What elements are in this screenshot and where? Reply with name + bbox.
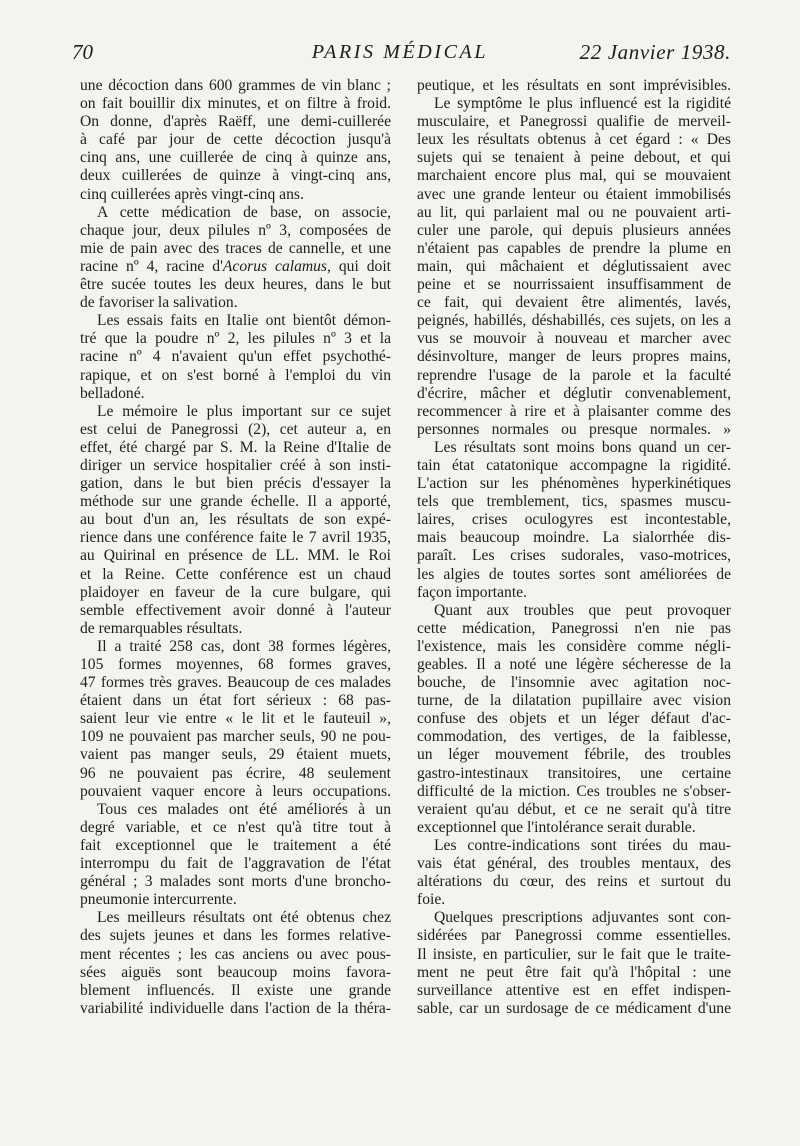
paragraph: [417, 837, 731, 909]
text-line: Le mémoire le plus important sur ce sujet: [97, 402, 391, 420]
text-line: paraît. Les crises sudorales, vaso-motrices,: [417, 547, 731, 565]
text-line: veraient qu'au début, et ce ne serait qu'à titre: [417, 800, 731, 818]
text-segment: racine nº 4, racine d': [80, 257, 223, 275]
text-line: altérations du cœur, des reins et surtout du: [417, 873, 731, 891]
text-line: geables. Il a noté une légère sécheresse de la: [417, 656, 731, 673]
text-line: confuse des objets et un léger défaut d'ac-: [417, 710, 731, 728]
text-line: vus se mouvoir à nouveau et marcher avec: [417, 330, 731, 348]
text-line: l'existence, mais les considère comme négli-: [417, 637, 731, 655]
text-line: gation, dans le but bien précis d'essayer la: [80, 475, 391, 493]
text-line: difficulté de la miction. Ces troubles ne s'obser-: [417, 782, 731, 800]
paragraph: [80, 403, 391, 638]
paragraph: [80, 909, 391, 1018]
text-line: racine nº 4 n'avaient qu'un effet psychothé-: [80, 348, 391, 366]
text-line: façon importante.: [417, 583, 527, 601]
paragraph: [80, 312, 391, 402]
text-line: reprendre l'usage de la parole et la faculté: [417, 366, 731, 384]
text-line: général ; 3 malades sont morts d'une broncho-: [80, 873, 391, 891]
text-line: fait exceptionnel que le traitement a été: [80, 836, 391, 854]
text-line: à café par jour de cette décoction jusqu'à: [80, 131, 391, 149]
text-line: une décoction dans 600 grammes de vin blanc ;: [80, 77, 391, 94]
text-line: interrompu du fait de l'aggravation de l'état: [80, 855, 391, 873]
paragraph: [417, 95, 731, 439]
text-line: main, qui mâchaient et déglutissaient avec: [417, 257, 731, 275]
text-line: bouche, de l'insomnie avec agitation noc-: [417, 674, 731, 692]
text-line: effet, été chargé par S. M. la Reine d'Italie de: [80, 438, 391, 456]
text-line: Les résultats sont moins bons quand un cer-: [434, 438, 731, 456]
text-line: surveillance attentive est en effet indispen-: [417, 981, 731, 999]
text-line: vaient pas manger seuls, 29 étaient muets,: [80, 746, 391, 764]
text-line: est celui de Panegrossi (2), cet auteur a, en: [80, 420, 391, 438]
left-column: [80, 77, 391, 1018]
paragraph: [417, 909, 731, 1018]
text-line: rience dans une conférence faite le 7 avril 1935,: [80, 529, 391, 547]
text-line: Quant aux troubles que peut provoquer: [434, 601, 731, 619]
text-line: ce fait, qui devaient être alimentés, lavés,: [417, 294, 731, 312]
text-line: étaient dans un état fort sérieux : 68 pas-: [80, 692, 391, 710]
text-line: un léger mouvement fébrile, des troubles: [417, 746, 731, 764]
text-line: n'étaient pas capables de prendre la plume en: [417, 239, 731, 257]
text-line: 105 formes moyennes, 68 formes graves,: [80, 656, 391, 673]
text-line: pneumonie intercurrente.: [80, 891, 237, 909]
journal-title: PARIS MÉDICAL: [311, 41, 489, 63]
text-line: Les meilleurs résultats ont été obtenus chez: [97, 909, 391, 927]
text-line: 96 ne pouvaient pas écrire, 48 seulement: [80, 764, 391, 782]
text-line: blement influencés. Il existe une grande: [80, 981, 391, 999]
text-line: Quelques prescriptions adjuvantes sont con-: [434, 909, 731, 927]
text-line: d'écrire, mâcher et déglutir convenablement,: [417, 384, 731, 402]
issue-date: 22 Janvier 1938.: [579, 40, 731, 64]
text-line: Les contre-indications sont tirées du mau-: [434, 836, 731, 854]
text-line: vais état général, des troubles mentaux, des: [417, 855, 731, 873]
text-line: pouvaient vaquer encore à leurs occupations.: [80, 782, 391, 800]
text-line: chaque jour, deux pilules nº 3, composées de: [80, 221, 391, 239]
text-line: ment ne peut être fait qu'à l'hôpital : une: [417, 963, 731, 981]
text-line: être sucée toutes les deux heures, dans le but: [80, 276, 391, 294]
text-line: foie.: [417, 891, 446, 909]
text-line: degré variable, et ce n'est qu'à titre tout à: [80, 818, 391, 836]
text-line: au bout d'un an, les résultats de son expé-: [80, 511, 391, 529]
text-line: saient leur vie entre « le lit et le fauteuil »,: [80, 710, 391, 728]
paragraph: [80, 638, 391, 801]
text-line: A cette médication de base, on associe,: [97, 203, 391, 221]
text-line: marchaient encore plus mal, qui se mouvaient: [417, 167, 731, 185]
text-line: On donne, d'après Raëff, une demi-cuillerée: [80, 113, 391, 131]
text-line: de favoriser la salivation.: [80, 294, 238, 312]
text-line: tain état catatonique accompagne la rigidité.: [417, 456, 731, 474]
text-line: semble effectivement avoir donné à l'auteur: [80, 601, 391, 619]
text-line: cinq cuillerées après vingt-cinq ans.: [80, 185, 304, 203]
text-line: gastro-intestinaux transitoires, une certaine: [417, 764, 731, 782]
text-line: Il a traité 258 cas, dont 38 formes légères,: [97, 637, 391, 655]
paragraph: [80, 801, 391, 910]
paragraph: [80, 204, 391, 313]
text-line: les algies de toutes sortes sont améliorées de: [417, 565, 731, 583]
text-line: L'action sur les phénomènes hyperkinétiques: [417, 475, 731, 493]
text-line: peignés, habillés, déshabillés, ces sujets, on les a: [417, 312, 731, 330]
text-line: musculaire, et Panegrossi qualifie de merveil-: [417, 113, 731, 131]
text-line: 109 ne pouvaient pas marcher seuls, 90 ne pou-: [80, 728, 391, 746]
text-line: sées aiguës sont beaucoup moins favora-: [80, 963, 391, 981]
text-line: Le symptôme le plus influencé est la rigidité: [434, 95, 731, 113]
text-line: des sujets jeunes et dans les formes relative-: [80, 927, 391, 945]
text-line: et la Reine. Cette conférence est un chaud: [80, 565, 391, 583]
paragraph: [417, 602, 731, 837]
text-line: cinq ans, une cuillerée de cinq à quinze ans,: [80, 149, 391, 167]
text-line: culer une parole, qui depuis plusieurs années: [417, 221, 731, 239]
text-line: laires, crises oculogyres est incontestable,: [417, 511, 731, 529]
text-line: mais beaucoup moindre. La sialorrhée dis-: [417, 529, 731, 547]
text-segment: , qui doit: [327, 257, 391, 275]
text-line: Tous ces malades ont été améliorés à un: [97, 800, 391, 818]
text-line: de remarquables résultats.: [80, 619, 243, 637]
text-line: turne, de la dilatation pupillaire avec vision: [417, 692, 731, 710]
text-line: désinvolture, manger de leurs propres mains,: [417, 348, 731, 366]
paragraph: [80, 77, 391, 204]
text-line: Il insiste, en particulier, sur le fait que le traite-: [417, 945, 731, 963]
right-column: [417, 77, 731, 1018]
text-line: leux les résultats obtenus à cet égard : « Des: [417, 131, 731, 149]
text-line: 47 formes très graves. Beaucoup de ces malades: [80, 674, 391, 692]
text-line: plaidoyer en faveur de la cure bulgare, qui: [80, 583, 391, 601]
text-line: peine et se nourrissaient insuffisamment de: [417, 276, 731, 294]
text-line: rapique, et on s'est borné à l'emploi du vin: [80, 366, 391, 384]
text-line: peutique, et les résultats en sont imprévisibles.: [417, 77, 731, 94]
italic-term: Acorus calamus: [222, 257, 328, 275]
text-line: on fait bouillir dix minutes, et on filtre à froid.: [80, 95, 391, 113]
paragraph: [417, 439, 731, 602]
text-line: tels que tremblement, tics, spasmes muscu-: [417, 493, 731, 511]
text-line: tré que la poudre nº 2, les pilules nº 3 et la: [80, 330, 391, 348]
text-line: [80, 258, 391, 276]
text-line: au lit, qui parlaient mal ou ne pouvaient arti-: [417, 203, 731, 221]
text-line: Les essais faits en Italie ont bientôt démon-: [97, 312, 391, 330]
paragraph: [417, 77, 731, 95]
text-line: ment récentes ; les cas anciens ou avec pous-: [80, 945, 391, 963]
text-line: sidérées par Panegrossi comme essentielles.: [417, 927, 731, 945]
text-line: variabilité individuelle dans l'action de la théra-: [80, 999, 391, 1017]
text-line: exceptionnel que l'intolérance serait durable.: [417, 818, 696, 836]
text-line: recommencer à rire et à plaisanter comme des: [417, 402, 731, 420]
text-line: commodation, des vertiges, de la faiblesse,: [417, 728, 731, 746]
text-line: sable, car un surdosage de ce médicament d'une: [417, 999, 731, 1017]
text-line: cette médication, Panegrossi n'en nie pas: [417, 619, 731, 637]
text-line: sujets qui se tenaient à peine debout, et qui: [417, 149, 731, 167]
text-line: deux cuillerées de quinze à vingt-cinq ans,: [80, 167, 391, 185]
text-line: diriger un service hospitalier créé à son insti-: [80, 456, 391, 474]
text-line: belladoné.: [80, 384, 145, 402]
text-line: méthode sur une grande échelle. Il a apporté,: [80, 493, 391, 511]
text-line: personnes normales ou presque normales. »: [417, 420, 731, 438]
text-line: avec une grande lenteur ou étaient immobilisés: [417, 185, 731, 203]
text-line: mie de pain avec des traces de cannelle, et une: [80, 239, 391, 257]
text-line: au Quirinal en présence de LL. MM. le Roi: [80, 547, 391, 565]
page-number: 70: [72, 40, 93, 64]
